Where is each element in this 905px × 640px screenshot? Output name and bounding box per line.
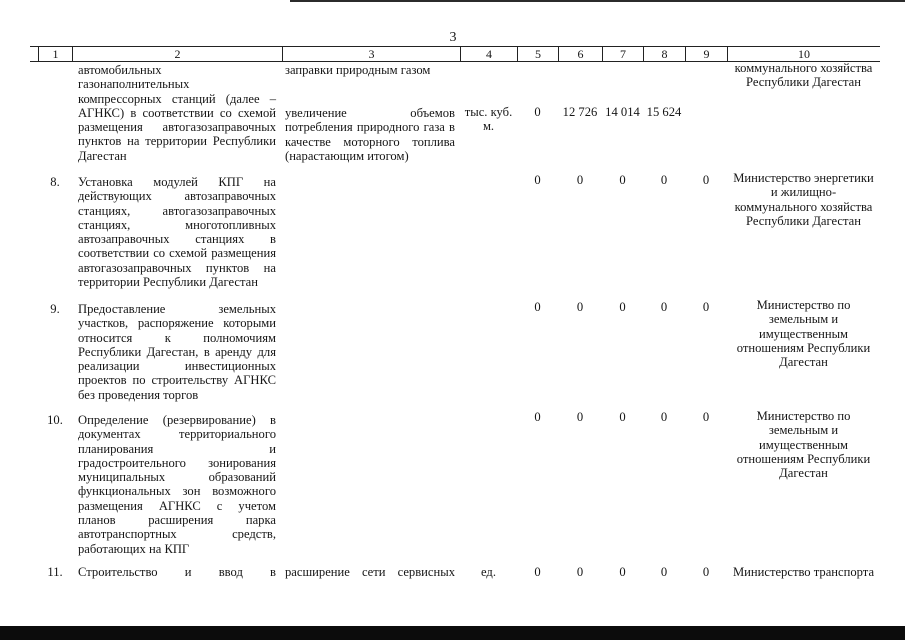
value-cell: 0 [619, 173, 626, 187]
measure-line: территории Республики Дагестан [78, 275, 258, 290]
row-number: 11. [47, 565, 63, 579]
responsible-line: Министерство по [756, 409, 851, 423]
responsible-line: Республики Дагестан [746, 213, 861, 228]
value-cell: 14 014 [605, 105, 640, 119]
value-cell: 0 [576, 410, 584, 424]
measure-line: Предоставление земельных [78, 302, 276, 316]
responsible-paragraph [727, 171, 880, 228]
value-cell: 0 [534, 300, 541, 314]
measure-line: Установка модулей КПГ на [78, 175, 276, 189]
responsible-line: и жилищно- [770, 185, 837, 200]
value-cell: 0 [576, 300, 584, 314]
responsible-line: имущественным [758, 326, 849, 341]
measure-line: размещения автогазозаправочных [78, 120, 276, 135]
measure-line: участков, распоряжение которыми [78, 316, 276, 331]
row-number: 9. [50, 302, 60, 316]
measure-line: планов расширения парка [78, 513, 276, 528]
measure-paragraph [78, 413, 276, 556]
measure-line: функциональных зон возможного [78, 484, 276, 499]
measure-line: проектов по строительству АГНКС [78, 373, 276, 388]
indicator-line: качестве моторного топлива [285, 134, 455, 149]
responsible-line: коммунального хозяйства [734, 61, 873, 75]
value-cell: 0 [576, 565, 584, 579]
measure-line: АГНКС) в соответствии со схемой [78, 105, 276, 120]
value-cell: 0 [660, 300, 668, 314]
measure-line: градостроительного зонирования [78, 455, 276, 470]
column-number-header: 2 [72, 47, 282, 61]
measure-line: без проведения торгов [78, 387, 199, 402]
measure-line: компрессорных станций (далее – [78, 91, 276, 106]
responsible-line: отношениям Республики [736, 451, 871, 466]
column-number-header: 5 [517, 47, 558, 61]
measure-line: автомобильных [78, 63, 162, 77]
responsible-line: земельным и [768, 312, 839, 327]
responsible-paragraph [727, 61, 880, 90]
indicator-line: (нарастающим итогом) [285, 148, 409, 163]
unit-paragraph [460, 105, 517, 134]
value-cell: 0 [534, 565, 541, 579]
column-number-header: 6 [558, 47, 602, 61]
responsible-line: коммунального хозяйства [734, 199, 873, 214]
unit-line: тыс. куб. [464, 105, 513, 119]
value-cell: 0 [576, 173, 584, 187]
responsible-line: Министерство энергетики [733, 171, 874, 185]
measure-line: станциях, автогазозаправочных [78, 203, 276, 218]
column-number-header: 7 [602, 47, 643, 61]
measure-line: автозаправочных станциях в [78, 232, 276, 247]
value-cell: 0 [660, 565, 668, 579]
value-cell: 0 [702, 173, 710, 187]
row-number: 10. [47, 413, 63, 427]
value-cell: 0 [534, 410, 541, 424]
column-number-header: 4 [460, 47, 517, 61]
value-cell: 0 [534, 173, 541, 187]
measure-line: автогазозаправочных пунктов на [78, 260, 276, 275]
measure-line: Дагестан [78, 148, 127, 163]
value-cell: 0 [619, 565, 626, 579]
value-cell: 0 [534, 105, 541, 119]
unit-line: ед. [481, 565, 496, 579]
indicator-line: заправки природным газом [285, 63, 431, 77]
measure-line: муниципальных образований [78, 470, 276, 485]
measure-line: документах территориального [78, 427, 276, 442]
page-number: 3 [449, 30, 457, 45]
measure-line: пунктов на территории Республики [78, 134, 276, 149]
measure-line: газонаполнительных [78, 77, 190, 92]
unit-paragraph [460, 565, 517, 579]
measure-line: планирования и [78, 441, 276, 456]
measure-paragraph [78, 63, 276, 163]
row-number: 8. [50, 175, 60, 189]
responsible-line: Министерство транспорта [732, 565, 875, 579]
measure-line: работающих на КПГ [78, 541, 190, 556]
value-cell: 12 726 [562, 105, 598, 119]
measure-paragraph [78, 302, 276, 402]
value-cell: 0 [660, 173, 668, 187]
indicator-line: расширение сети сервисных [285, 565, 455, 579]
responsible-line: Дагестан [779, 466, 828, 481]
value-cell: 0 [619, 410, 626, 424]
measure-line: реализации инвестиционных [78, 359, 276, 374]
measure-line: действующих автозаправочных [78, 189, 276, 204]
responsible-paragraph [727, 565, 880, 579]
measure-line: автотранспортных средств, [78, 527, 276, 542]
responsible-line: земельным и [768, 423, 839, 438]
column-number-header: 10 [727, 47, 880, 61]
responsible-line: Республики Дагестан [746, 75, 861, 90]
indicator-paragraph [285, 565, 455, 579]
measure-paragraph [78, 565, 276, 579]
value-cell: 0 [619, 300, 626, 314]
measure-line: станциях, многотопливных [78, 217, 276, 232]
measure-line: относится к полномочиям [78, 330, 276, 345]
responsible-line: Министерство по [756, 298, 851, 312]
indicator-line: потребления природного газа в [285, 120, 455, 135]
measure-paragraph [78, 175, 276, 289]
scan-edge-bottom [0, 626, 905, 640]
value-cell: 0 [702, 410, 710, 424]
responsible-line: Дагестан [779, 355, 828, 370]
responsible-line: отношениям Республики [736, 340, 871, 355]
column-number-header: 1 [38, 47, 72, 61]
responsible-line: имущественным [758, 437, 849, 452]
measure-line: Определение (резервирование) в [78, 413, 276, 427]
indicator-paragraph [285, 106, 455, 163]
column-number-header: 8 [643, 47, 685, 61]
column-number-header: 9 [685, 47, 727, 61]
measure-line: Строительство и ввод в [78, 565, 276, 579]
measure-line: соответствии со схемой размещения [78, 246, 276, 261]
indicator-paragraph [285, 63, 455, 77]
value-cell: 15 624 [646, 105, 682, 119]
measure-line: размещения АГНКС с учетом [78, 498, 276, 513]
indicator-line: увеличение объемов [285, 106, 455, 120]
unit-line: м. [482, 119, 495, 134]
responsible-paragraph [727, 409, 880, 480]
column-number-header: 3 [282, 47, 460, 61]
value-cell: 0 [660, 410, 668, 424]
value-cell: 0 [702, 300, 710, 314]
value-cell: 0 [702, 565, 710, 579]
measure-line: Республики Дагестан, в аренду для [78, 344, 276, 359]
responsible-paragraph [727, 298, 880, 369]
